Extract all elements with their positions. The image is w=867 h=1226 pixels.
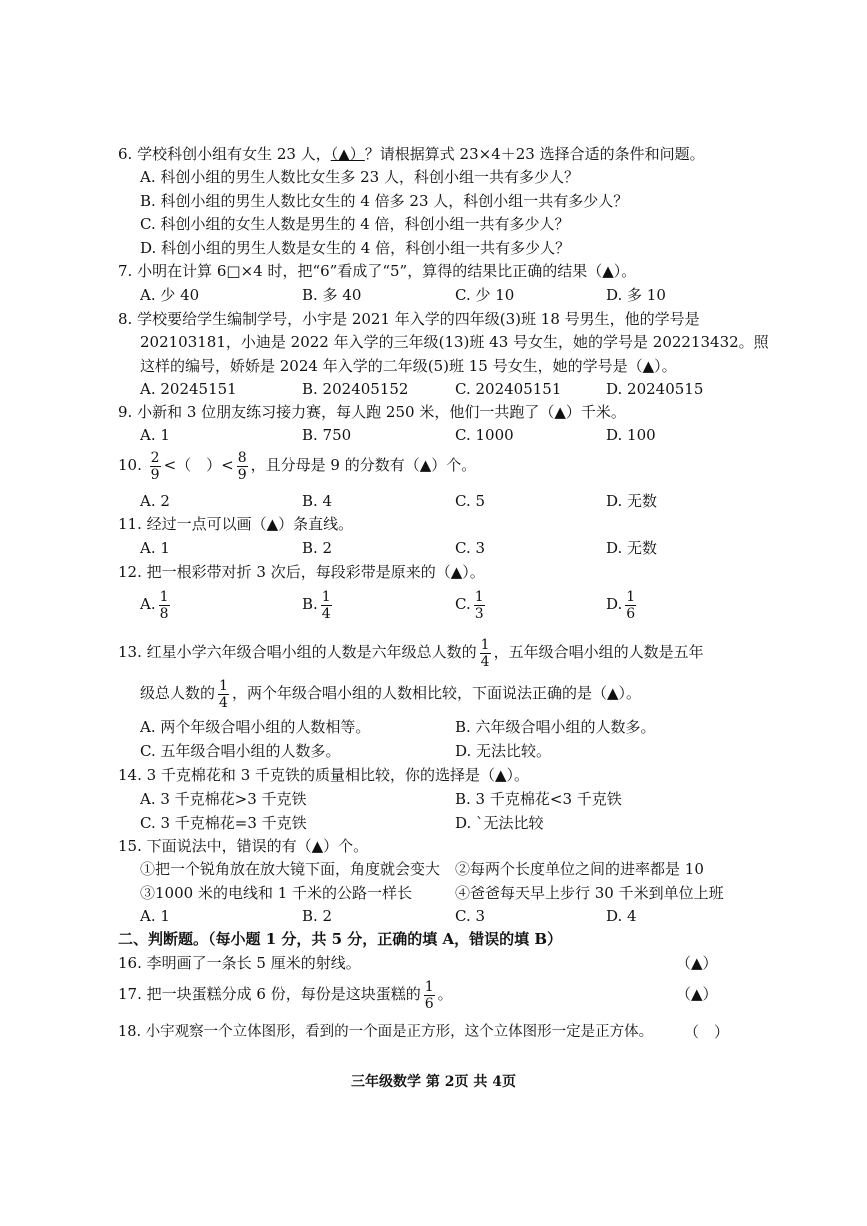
- q13-line2-b: ，两个年级合唱小组的人数相比较，下面说法正确的是（▲）。: [231, 684, 641, 702]
- q6-option-c: C. 科创小组的女生人数是男生的 4 倍，科创小组一共有多少人？: [140, 215, 570, 233]
- question-16-stem: 16. 李明画了一条长 5 厘米的射线。: [118, 954, 361, 972]
- q6-option-d: D. 科创小组的男生人数是女生的 4 倍，科创小组一共有多少人？: [140, 239, 571, 257]
- q10-fraction-2: $\frac{8}{9}$: [237, 449, 247, 483]
- q17-stem-b: 。: [437, 985, 453, 1003]
- q7-option-c: C. 少 10: [455, 286, 515, 304]
- q15-option-c: C. 3: [455, 907, 486, 925]
- q15-option-b: B. 2: [302, 907, 333, 925]
- q12-option-b-fraction: $\frac{1}{4}$: [321, 588, 331, 622]
- q8-option-c: C. 202405151: [455, 380, 562, 398]
- q6-option-a: A. 科创小组的男生人数比女生多 23 人，科创小组一共有多少人？: [140, 168, 579, 186]
- q10-option-d: D. 无数: [606, 492, 658, 510]
- q13-fraction-1: $\frac{1}{4}$: [480, 636, 490, 670]
- q13-option-d: D. 无法比较。: [455, 742, 552, 760]
- q12-option-d-fraction: $\frac{1}{6}$: [626, 588, 636, 622]
- q10-option-c: C. 5: [455, 492, 486, 510]
- question-8-line-3: 这样的编号，娇娇是 2024 年入学的二年级(5)班 15 号女生，她的学号是（▲）。: [140, 357, 677, 375]
- q9-option-c: C. 1000: [455, 426, 514, 444]
- q11-option-a: A. 1: [140, 539, 170, 557]
- q12-option-a-fraction: $\frac{1}{8}$: [159, 588, 169, 622]
- q15-statement-1: ①把一个锐角放在放大镜下面，角度就会变大: [140, 860, 441, 878]
- q13-option-a: A. 两个年级合唱小组的人数相等。: [140, 718, 371, 736]
- q14-option-a: A. 3 千克棉花>3 千克铁: [140, 790, 307, 808]
- q15-statement-2: ②每两个长度单位之间的进率都是 10: [455, 860, 704, 878]
- q13-option-b: B. 六年级合唱小组的人数多。: [455, 718, 656, 736]
- q13-fraction-2: $\frac{1}{4}$: [219, 677, 228, 711]
- question-17-stem: [118, 977, 453, 1012]
- question-18-stem: 18. 小宇观察一个立体图形，看到的一个面是正方形，这个立体图形一定是正方体。: [118, 1024, 654, 1040]
- q6-stem-b: ？请根据算式 23×4＋23 选择合适的条件和问题。: [364, 145, 705, 163]
- q9-option-a: A. 1: [140, 426, 170, 444]
- question-11-stem: 11. 经过一点可以画（▲）条直线。: [118, 515, 354, 533]
- question-15-stem: 15. 下面说法中，错误的有（▲）个。: [118, 837, 369, 855]
- q10-middle: <（ ）<: [163, 456, 234, 474]
- q11-option-b: B. 2: [302, 539, 333, 557]
- q12-option-b: B. $\frac{1}{4}$: [302, 588, 331, 622]
- question-9-stem: 9. 小新和 3 位朋友练习接力赛，每人跑 250 米，他们一共跑了（▲）千米。: [118, 403, 626, 421]
- q17-fraction: $\frac{1}{6}$: [424, 978, 434, 1012]
- q15-statement-4: ④爸爸每天早上步行 30 千米到单位上班: [455, 884, 724, 902]
- q9-option-d: D. 100: [606, 426, 656, 444]
- q8-option-d: D. 20240515: [606, 380, 704, 398]
- question-14-stem: 14. 3 千克棉花和 3 千克铁的质量相比较，你的选择是（▲）。: [118, 766, 530, 784]
- question-10-stem: [118, 448, 476, 483]
- question-13-line-2: [140, 676, 641, 711]
- q10-option-a: A. 2: [140, 492, 170, 510]
- q12-option-c-fraction: $\frac{1}{3}$: [474, 588, 484, 622]
- q9-option-b: B. 750: [302, 426, 352, 444]
- q13-line1-a: 13. 红星小学六年级合唱小组的人数是六年级总人数的: [118, 643, 477, 661]
- q10-fraction-1: $\frac{2}{9}$: [150, 449, 160, 483]
- q15-option-a: A. 1: [140, 907, 170, 925]
- q10-number: 10.: [118, 456, 142, 474]
- question-8-line-2: 202103181，小迪是 2022 年入学的三年级(13)班 43 号女生，她的学号是 202213432。照: [140, 333, 769, 351]
- question-7-stem: 7. 小明在计算 6□×4 时，把“6”看成了“5”，算得的结果比正确的结果（▲）。: [118, 262, 637, 280]
- question-12-stem: 12. 把一根彩带对折 3 次后，每段彩带是原来的（▲）。: [118, 563, 485, 581]
- q10-option-b: B. 4: [302, 492, 333, 510]
- q6-option-b: B. 科创小组的男生人数比女生的 4 倍多 23 人，科创小组一共有多少人？: [140, 192, 629, 210]
- q6-stem-a: 6. 学校科创小组有女生 23 人，: [118, 145, 331, 163]
- q12-option-d: D. $\frac{1}{6}$: [606, 588, 636, 622]
- section-2-heading: 二、判断题。（每小题 1 分，共 5 分，正确的填 A，错误的填 B）: [118, 930, 563, 948]
- q12-option-c: C. $\frac{1}{3}$: [455, 588, 484, 622]
- page-footer: 三年级数学 第 2页 共 4页: [351, 1074, 516, 1090]
- q15-statement-3: ③1000 米的电线和 1 千米的公路一样长: [140, 884, 413, 902]
- q7-option-a: A. 少 40: [140, 286, 200, 304]
- q11-option-c: C. 3: [455, 539, 486, 557]
- q13-line2-a: 级总人数的: [140, 684, 216, 702]
- question-8-line-1: 8. 学校要给学生编制学号，小宇是 2021 年入学的四年级(3)班 18 号男生，他的学号是: [118, 310, 700, 328]
- q14-option-c: C. 3 千克棉花=3 千克铁: [140, 814, 307, 832]
- q14-option-d: D. `无法比较: [455, 814, 544, 832]
- q14-option-b: B. 3 千克棉花<3 千克铁: [455, 790, 622, 808]
- q16-answer-box: （▲）: [676, 954, 718, 972]
- q13-line1-b: ，五年级合唱小组的人数是五年: [493, 643, 704, 661]
- q11-option-d: D. 无数: [606, 539, 658, 557]
- q7-option-d: D. 多 10: [606, 286, 666, 304]
- q15-option-d: D. 4: [606, 907, 637, 925]
- q17-answer-box: （▲）: [676, 985, 718, 1003]
- q6-blank: （▲）: [330, 145, 365, 163]
- q8-option-a: A. 20245151: [140, 380, 237, 398]
- q12-option-a: A. $\frac{1}{8}$: [140, 588, 169, 622]
- q7-option-b: B. 多 40: [302, 286, 362, 304]
- q18-answer-box: （ ）: [684, 1023, 730, 1041]
- q17-stem-a: 17. 把一块蛋糕分成 6 份，每份是这块蛋糕的: [118, 985, 421, 1003]
- question-13-line-1: [118, 635, 704, 670]
- question-6-stem: [118, 144, 705, 164]
- q13-option-c: C. 五年级合唱小组的人数多。: [140, 742, 341, 760]
- q8-option-b: B. 202405152: [302, 380, 409, 398]
- q10-tail: ，且分母是 9 的分数有（▲）个。: [250, 456, 477, 474]
